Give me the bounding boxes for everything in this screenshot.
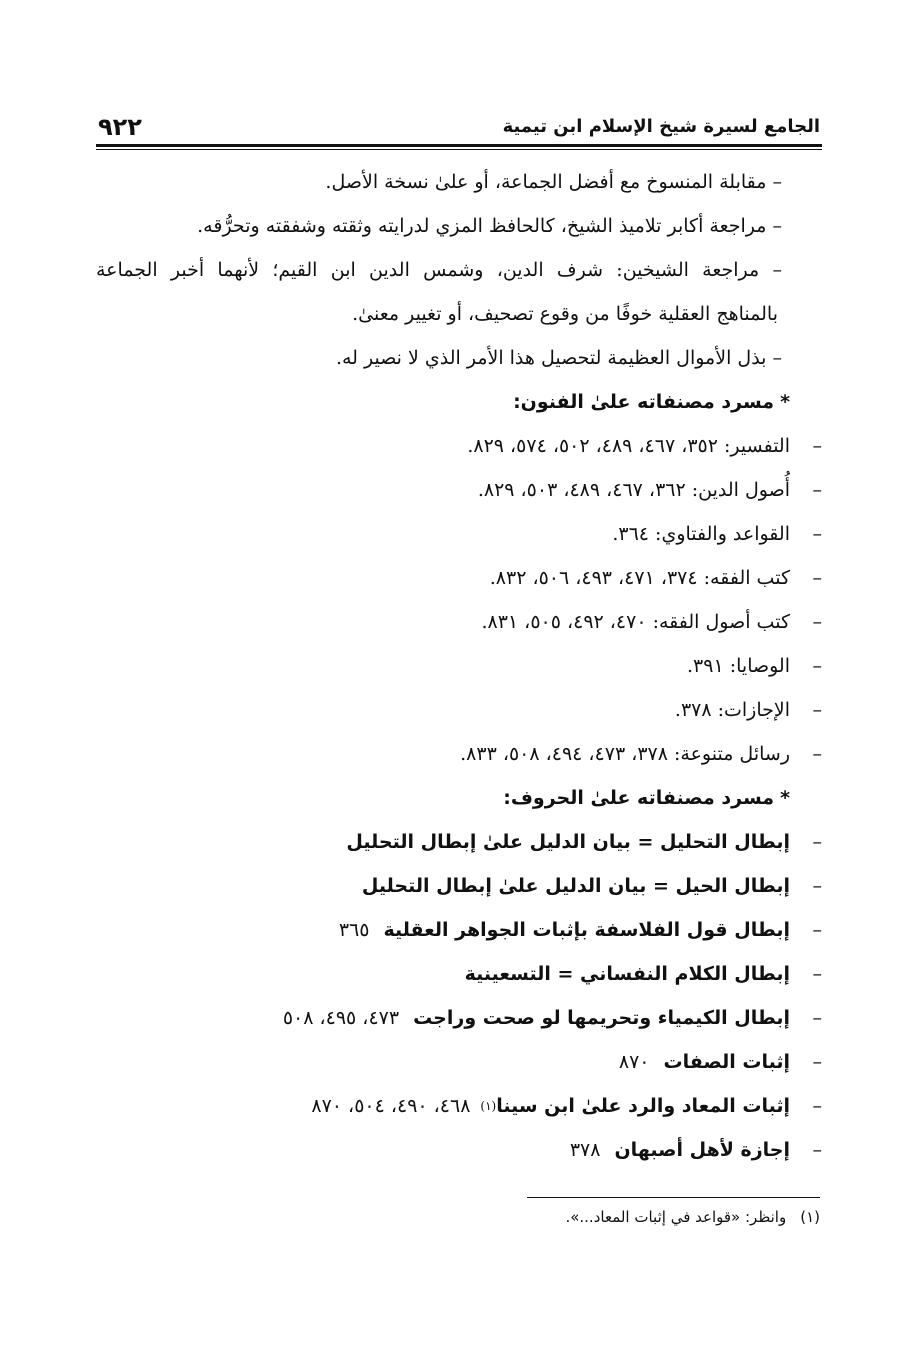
entry-pages: ٣٦٥ <box>338 919 370 941</box>
entry-title: إبطال التحليل = بيان الدليل علىٰ إبطال التحليل <box>346 831 790 853</box>
list-item <box>96 468 822 512</box>
entry-pages: ٤٦٨، ٤٩٠، ٥٠٤، ٨٧٠ <box>311 1095 471 1117</box>
entry-title: إثبات الصفات <box>663 1051 790 1073</box>
index-entry: – إثبات المعاد والرد علىٰ ابن سينا (١) ٤٦٨، ٤٩٠، ٥٠٤، ٨٧٠ <box>96 1084 822 1128</box>
list-item-text: كتب أصول الفقه: ٤٧٠، ٤٩٢، ٥٠٥، ٨٣١. <box>481 611 790 633</box>
list-item <box>96 512 822 556</box>
intro-line: – مقابلة المنسوخ مع أفضل الجماعة، أو علىٰ نسخة الأصل. <box>325 171 782 193</box>
intro-line: – مراجعة أكابر تلاميذ الشيخ، كالحافظ المزي لدرايته وثقته وشفقته وتحرُّقه. <box>197 215 782 237</box>
section-heading-arts <box>96 380 822 424</box>
dash-bullet: – <box>812 435 822 457</box>
list-item-text: أُصول الدين: ٣٦٢، ٤٦٧، ٤٨٩، ٥٠٣، ٨٢٩. <box>477 479 790 501</box>
dash-bullet: – <box>812 831 822 853</box>
entry-title: إبطال الحيل = بيان الدليل علىٰ إبطال التحليل <box>361 875 790 897</box>
entry-title: إبطال الكيمياء وتحريمها لو صحت وراجت <box>413 1007 790 1029</box>
dash-bullet: – <box>812 523 822 545</box>
dash-bullet: – <box>812 699 822 721</box>
index-entry <box>96 908 822 952</box>
footnote-number: (١) <box>800 1208 820 1226</box>
footnote-text: وانظر: «قواعد في إثبات المعاد...». <box>565 1208 787 1226</box>
list-item-text: التفسير: ٣٥٢، ٤٦٧، ٤٨٩، ٥٠٢، ٥٧٤، ٨٢٩. <box>467 435 790 457</box>
intro-line: بالمناهج العقلية خوفًا من وقوع تصحيف، أو تغيير معنىٰ. <box>352 303 778 325</box>
intro-line: – بذل الأموال العظيمة لتحصيل هذا الأمر الذي لا نصير له. <box>335 347 782 369</box>
entry-title: إبطال الكلام النفساني = التسعينية <box>464 963 790 985</box>
section-heading-text: مسرد مصنفاته علىٰ الفنون: <box>513 391 775 413</box>
index-entry <box>96 864 822 908</box>
list-item-text: رسائل متنوعة: ٣٧٨، ٤٧٣، ٤٩٤، ٥٠٨، ٨٣٣. <box>460 743 790 765</box>
dash-bullet: – <box>812 1095 822 1117</box>
dash-bullet: – <box>812 875 822 897</box>
running-header <box>96 108 822 142</box>
dash-bullet: – <box>812 655 822 677</box>
entry-pages: ٤٧٣، ٤٩٥، ٥٠٨ <box>282 1007 400 1029</box>
list-item <box>96 424 822 468</box>
list-item-text: الوصايا: ٣٩١. <box>687 655 790 677</box>
index-entry <box>96 820 822 864</box>
star-icon: * <box>780 787 790 809</box>
dash-bullet: – <box>812 611 822 633</box>
list-item <box>96 600 822 644</box>
header-rule-thin <box>96 149 822 150</box>
running-title: الجامع لسيرة شيخ الإسلام ابن تيمية <box>502 116 820 137</box>
footnote-separator <box>527 1197 820 1198</box>
list-item <box>96 556 822 600</box>
entry-title: إبطال قول الفلاسفة بإثبات الجواهر العقلية <box>383 919 790 941</box>
list-item <box>96 732 822 776</box>
page <box>96 108 822 1172</box>
dash-bullet: – <box>812 963 822 985</box>
list-item <box>96 644 822 688</box>
intro-line: – مراجعة الشيخين: شرف الدين، وشمس الدين ابن القيم؛ لأنهما أخبر الجماعة <box>96 259 782 281</box>
list-item-text: كتب الفقه: ٣٧٤، ٤٧١، ٤٩٣، ٥٠٦، ٨٣٢. <box>489 567 790 589</box>
entry-pages: ٨٧٠ <box>618 1051 650 1073</box>
section-heading-letters <box>96 776 822 820</box>
footnote <box>565 1208 820 1226</box>
index-entry <box>96 996 822 1040</box>
list-item-text: الإجازات: ٣٧٨. <box>674 699 790 721</box>
entry-title: إجازة لأهل أصبهان <box>614 1139 790 1161</box>
dash-bullet: – <box>812 479 822 501</box>
dash-bullet: – <box>812 919 822 941</box>
main-text <box>96 160 822 1172</box>
index-entry <box>96 1040 822 1084</box>
entry-title: إثبات المعاد والرد علىٰ ابن سينا <box>496 1095 790 1117</box>
entry-pages: ٣٧٨ <box>569 1139 601 1161</box>
list-item <box>96 688 822 732</box>
list-item-text: القواعد والفتاوي: ٣٦٤. <box>612 523 790 545</box>
page-number: ٩٢٢ <box>98 113 142 141</box>
dash-bullet: – <box>812 743 822 765</box>
index-entry <box>96 1128 822 1172</box>
dash-bullet: – <box>812 1051 822 1073</box>
section-heading-text: مسرد مصنفاته علىٰ الحروف: <box>503 787 775 809</box>
dash-bullet: – <box>812 1007 822 1029</box>
index-entry <box>96 952 822 996</box>
dash-bullet: – <box>812 567 822 589</box>
header-rule-thick <box>96 144 822 147</box>
star-icon: * <box>780 391 790 413</box>
dash-bullet: – <box>812 1139 822 1161</box>
